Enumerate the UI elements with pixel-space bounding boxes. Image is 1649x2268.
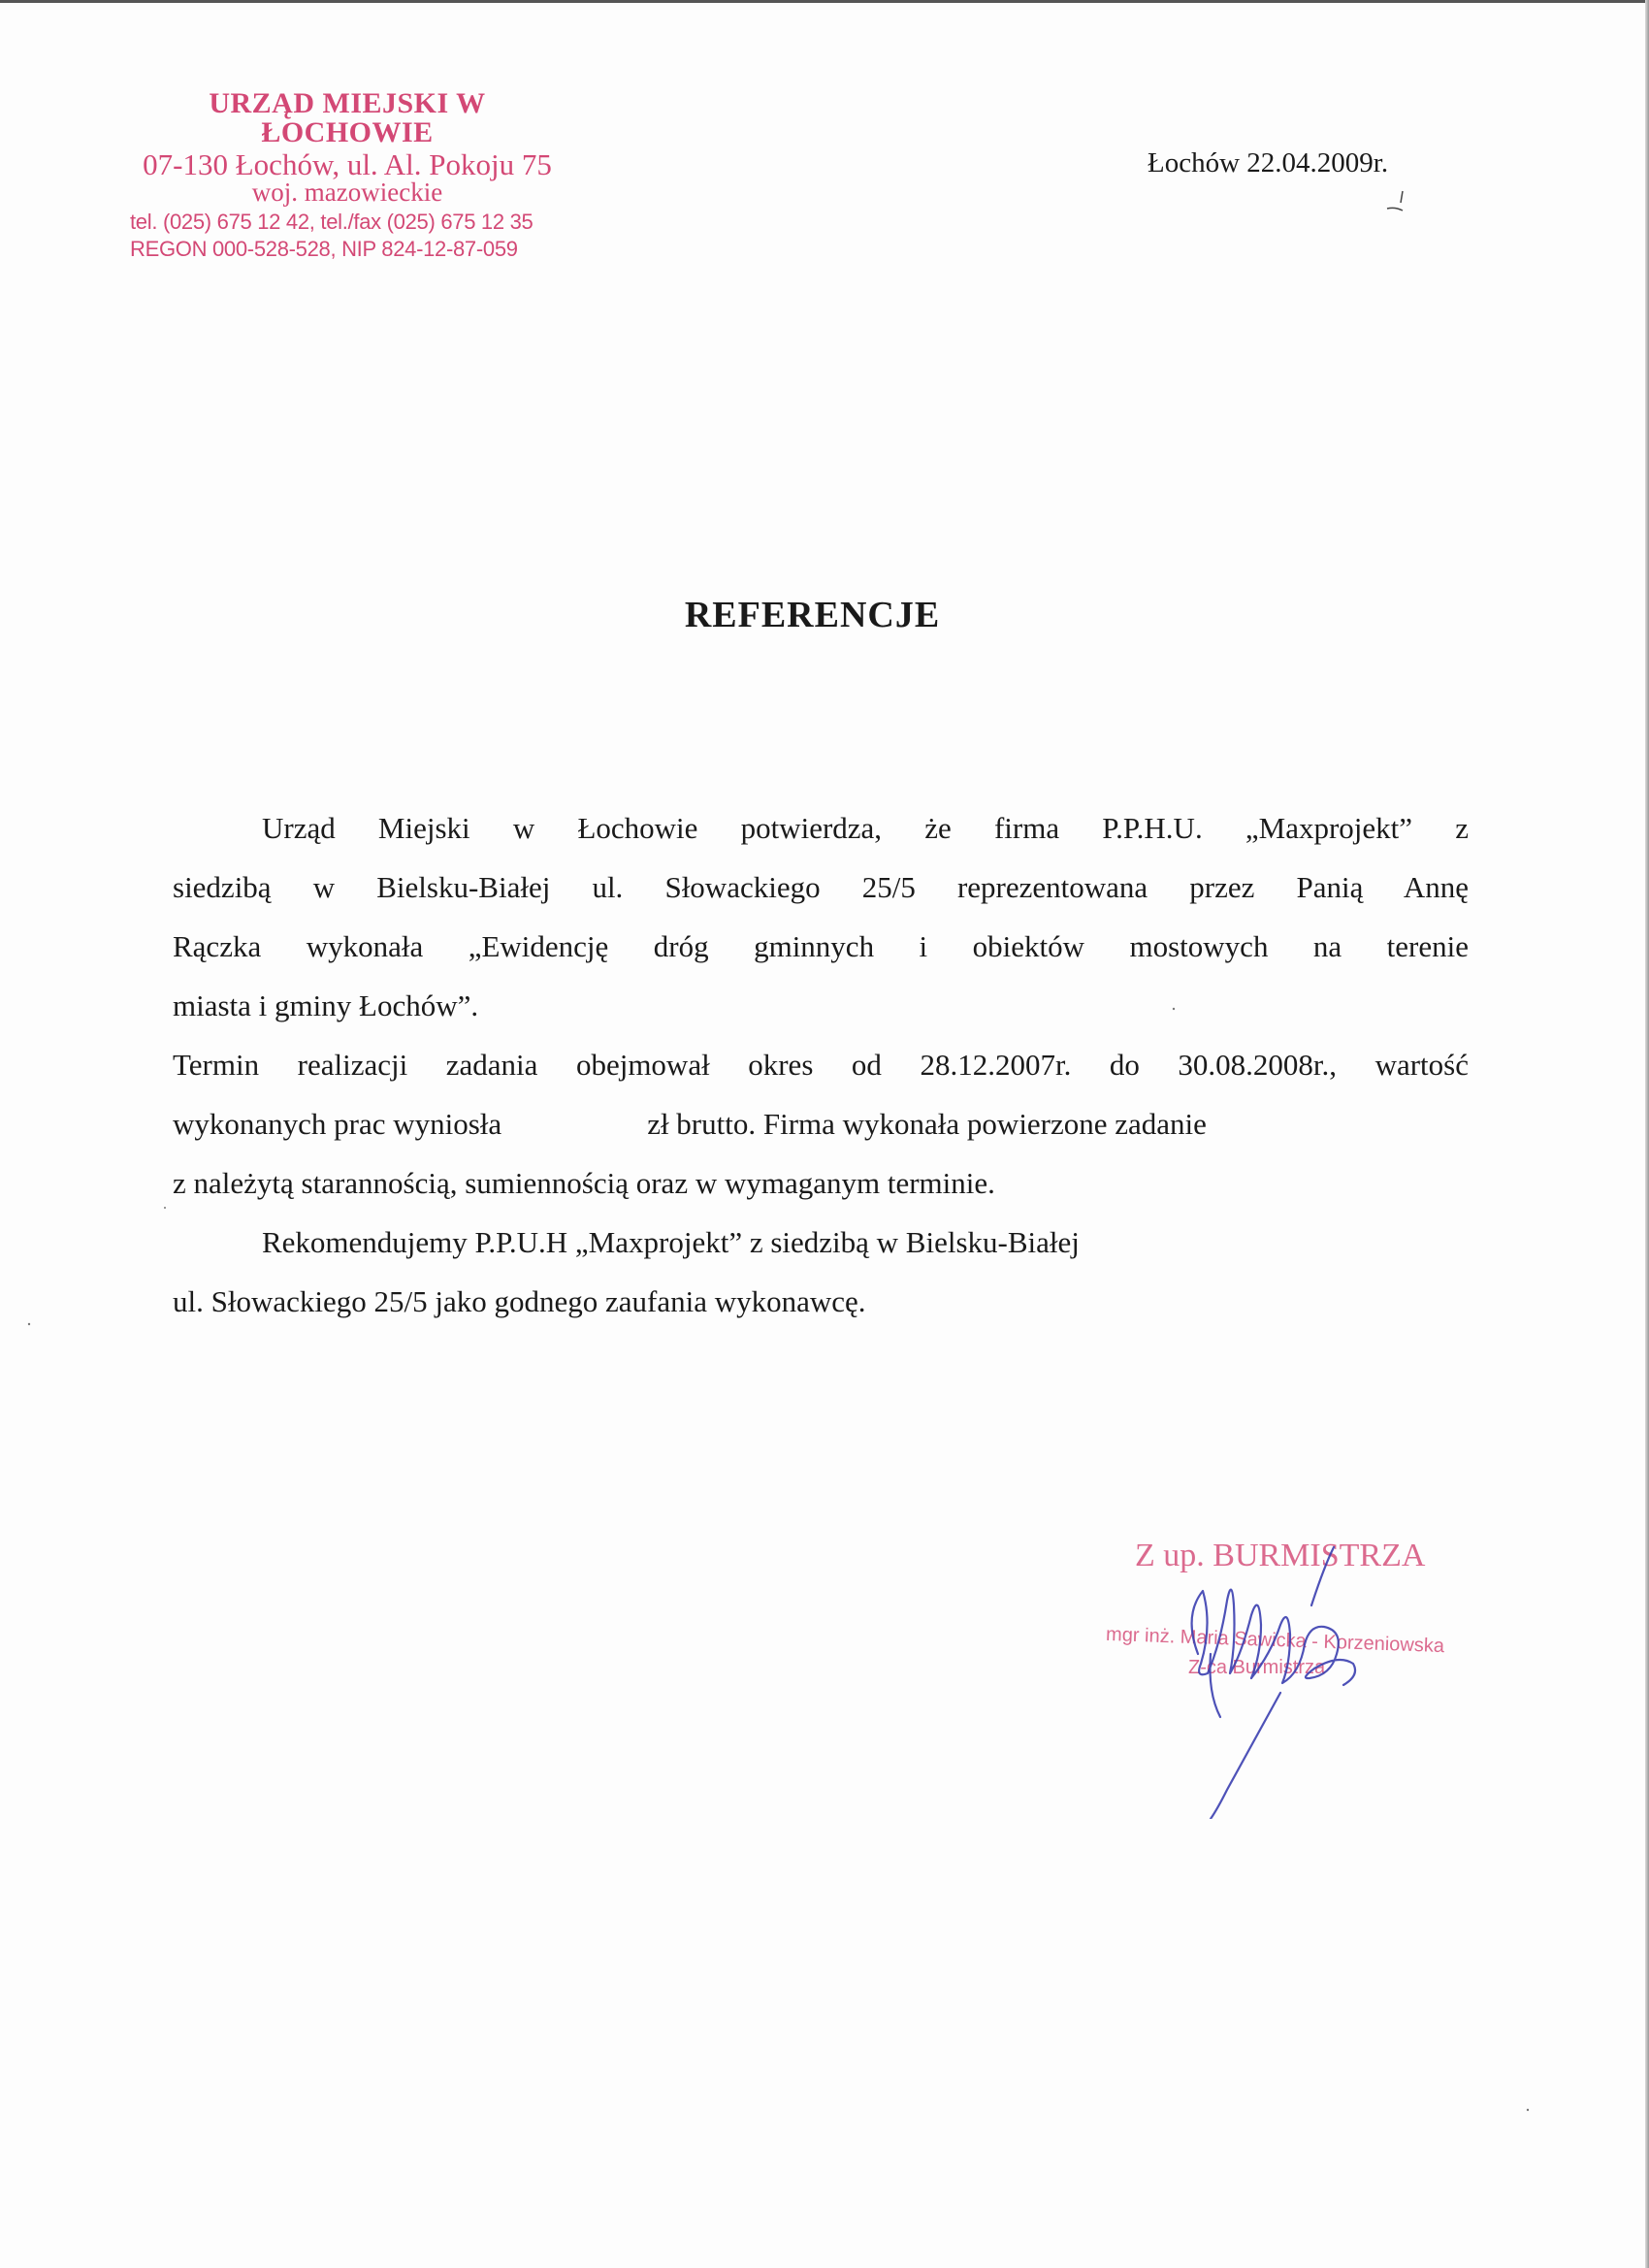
header-stamp-region: woj. mazowieckie xyxy=(251,178,443,207)
header-stamp-office: URZĄD MIEJSKI W ŁOCHOWIE xyxy=(209,87,486,148)
body-line: ul. Słowackiego 25/5 jako godnego zaufania wykonawcę. xyxy=(173,1284,866,1318)
body-line: Urząd Miejski w Łochowie potwierdza, że firma P.P.H.U. „Maxprojekt” z xyxy=(262,811,1469,845)
signature-stamp-name: mgr inż. Maria Sawicka - Korzeniowska xyxy=(1105,1623,1445,1658)
header-stamp-address: 07-130 Łochów, ul. Al. Pokoju 75 xyxy=(143,147,552,181)
header-stamp-ids: REGON 000-528-528, NIP 824-12-87-059 xyxy=(130,237,518,261)
body-line: Termin realizacji zadania obejmował okres od 28.12.2007r. do 30.08.2008r., wartość xyxy=(173,1048,1469,1082)
body-line: z należytą starannością, sumiennością oraz w wymaganym terminie. xyxy=(173,1166,995,1200)
body-text-segment: zł brutto. Firma wykonała powierzone zadanie xyxy=(647,1107,1207,1141)
body-line: miasta i gminy Łochów”. xyxy=(173,988,479,1022)
document-title: REFERENCJE xyxy=(684,595,941,635)
signature-stamp-role: Z-ca Burmistrza xyxy=(1188,1657,1326,1678)
body-text-segment: wykonanych prac wyniosła xyxy=(173,1107,502,1141)
header-stamp-phone: tel. (025) 675 12 42, tel./fax (025) 675 12 35 xyxy=(130,210,534,234)
body-line: Rączka wykonała „Ewidencję dróg gminnych i obiektów mostowych na terenie xyxy=(173,929,1469,963)
signature-stamp-authority: Z up. BURMISTRZA xyxy=(1135,1538,1426,1573)
document-date: Łochów 22.04.2009r. xyxy=(1148,147,1389,178)
body-line: Rekomendujemy P.P.U.H „Maxprojekt” z siedzibą w Bielsku-Białej xyxy=(262,1225,1080,1259)
body-line: siedzibą w Bielsku-Białej ul. Słowackiego 25/5 reprezentowana przez Panią Annę xyxy=(173,870,1469,904)
